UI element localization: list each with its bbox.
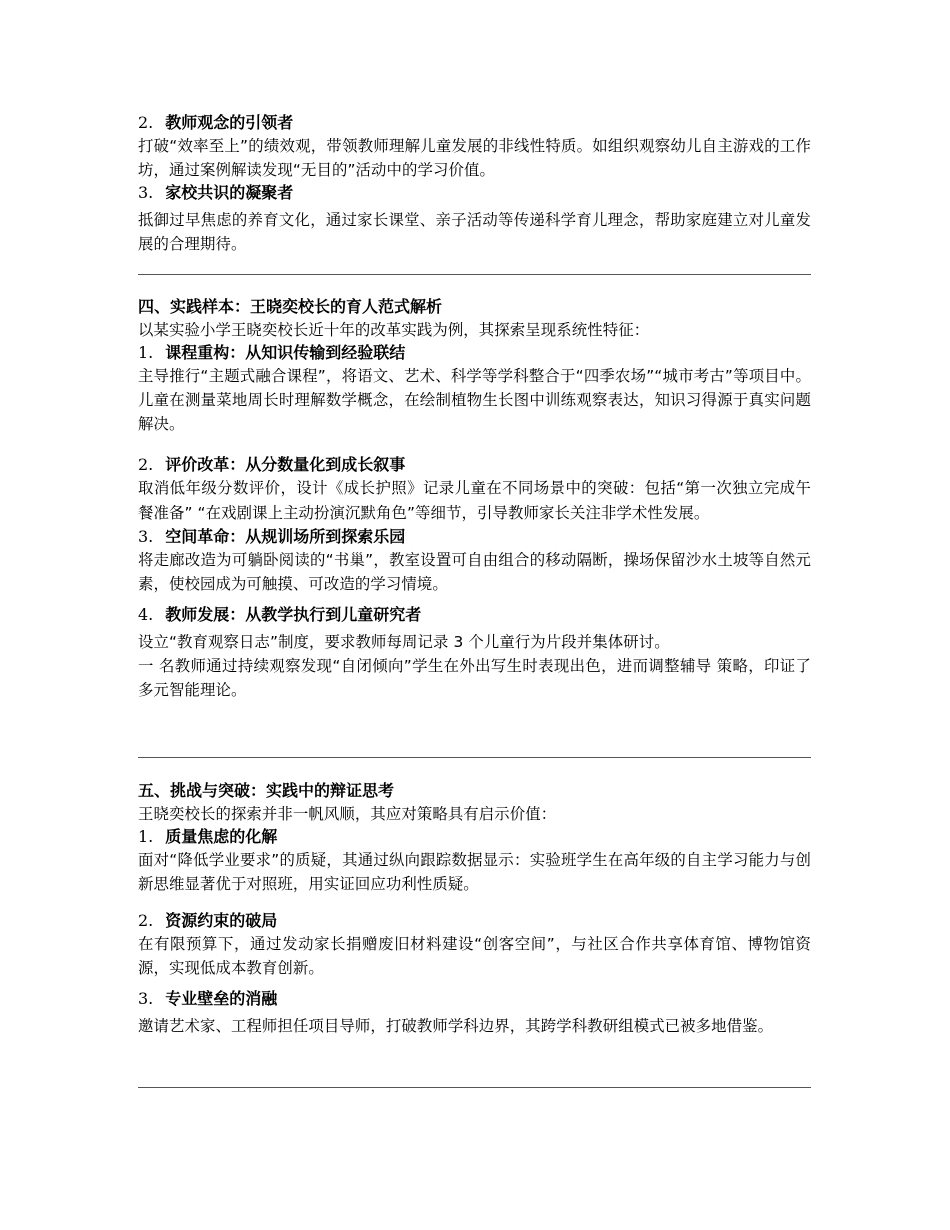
item-body: 面对“降低学业要求”的质疑，其通过纵向跟踪数据显示：实验班学生在高年级的自主学习能力与创新思维显著优于对照班，用实证回应功利性质疑。 bbox=[138, 851, 811, 893]
section-divider bbox=[138, 1087, 811, 1088]
item-heading: 4. 教师发展：从教学执行到儿童研究者 bbox=[138, 605, 422, 624]
item-heading: 2. 评价改革：从分数量化到成长叙事 bbox=[138, 455, 406, 474]
item-body: 取消低年级分数评价，设计《成长护照》记录儿童在不同场景中的突破：包括“第一次独立完成午餐准备” “在戏剧课上主动扮演沉默角色”等细节，引导教师家长关注非学术性发展。 bbox=[138, 479, 811, 522]
item-body: 邀请艺术家、工程师担任项目导师，打破教师学科边界，其跨学科教研组模式已被多地借鉴。 bbox=[138, 1017, 774, 1035]
section-title: 四、实践样本：王晓奕校长的育人范式解析 bbox=[138, 297, 443, 316]
section-title: 五、挑战与突破：实践中的辩证思考 bbox=[138, 781, 395, 800]
section-intro: 以某实验小学王晓奕校长近十年的改革实践为例，其探索呈现系统性特征： bbox=[138, 321, 650, 339]
item-heading: 2. 教师观念的引领者 bbox=[138, 113, 294, 132]
item-heading: 2. 资源约束的破局 bbox=[138, 911, 278, 930]
item-heading: 3. 空间革命：从规训场所到探索乐园 bbox=[138, 527, 406, 546]
section-intro: 王晓奕校长的探索并非一帆风顺，其应对策略具有启示价值： bbox=[138, 805, 557, 823]
item-body: 抵御过早焦虑的养育文化，通过家长课堂、亲子活动等传递科学育儿理念，帮助家庭建立对儿童发展的合理期待。 bbox=[138, 211, 811, 253]
item-body-continued: 一 名教师通过持续观察发现“自闭倾向”学生在外出写生时表现出色，进而调整辅导 策略，印证了多元智能理论。 bbox=[138, 657, 811, 699]
item-body: 设立“教育观察日志”制度，要求教师每周记录 3 个儿童行为片段并集体研讨。 bbox=[138, 633, 670, 651]
item-heading: 1. 课程重构：从知识传输到经验联结 bbox=[138, 343, 406, 362]
item-heading: 1. 质量焦虑的化解 bbox=[138, 827, 278, 846]
section-3-continued bbox=[138, 112, 811, 256]
item-body: 在有限预算下，通过发动家长捐赠废旧材料建设“创客空间”，与社区合作共享体育馆、博物馆资源，实现低成本教育创新。 bbox=[138, 935, 811, 977]
section-4 bbox=[138, 296, 811, 702]
item-heading: 3. 专业壁垒的消融 bbox=[138, 989, 278, 1008]
item-body: 打破“效率至上”的绩效观，带领教师理解儿童发展的非线性特质。如组织观察幼儿自主游戏的工作坊，通过案例解读发现“无目的”活动中的学习价值。 bbox=[138, 137, 811, 179]
section-divider bbox=[138, 757, 811, 758]
section-divider bbox=[138, 274, 811, 275]
item-body: 将走廊改造为可躺卧阅读的“书巢”，教室设置可自由组合的移动隔断，操场保留沙水土坡等自然元素，使校园成为可触摸、可改造的学习情境。 bbox=[138, 551, 811, 593]
item-heading: 3. 家校共识的凝聚者 bbox=[138, 183, 294, 202]
section-5 bbox=[138, 780, 811, 1038]
item-body: 主导推行“主题式融合课程”，将语文、艺术、科学等学科整合于“四季农场”“城市考古”等项目中。儿童在测量菜地周长时理解数学概念，在绘制植物生长图中训练观察表达，知识习得源于真实问题解决。 bbox=[138, 367, 811, 433]
